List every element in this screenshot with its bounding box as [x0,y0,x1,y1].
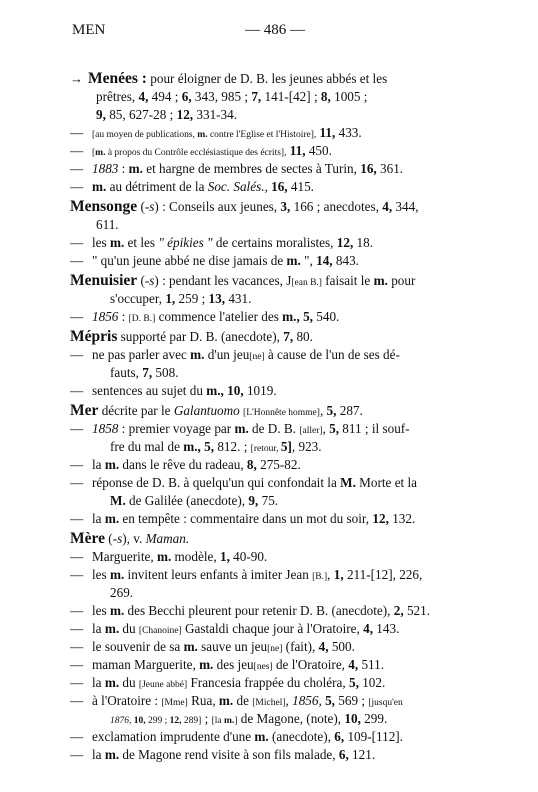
dash: — [70,253,84,268]
dash: — [70,383,84,398]
entry-menees-line-1: → Menées : pour éloigner de D. B. les jeunes abbés et les [70,70,388,87]
dash: — [70,457,84,472]
subentry-line: — Marguerite, m. modèle, 1, 40-90. [70,549,268,564]
arrow-right-icon: → [70,71,83,86]
dash: — [70,347,84,362]
dash: — [70,125,84,140]
header-guide-word: MEN [72,22,106,38]
subentry-continuation: 269. [110,585,134,600]
headword-mer: Mer [70,402,99,419]
subentry-continuation: M. de Galilée (anecdote), 9, 75. [110,493,279,508]
subentry-line: — les m. des Becchi pleurent pour retenir D. B. (anecdote), 2, 521. [70,603,431,618]
entry-menees-line-2: prêtres, 4, 494 ; 6, 343, 985 ; 7, 141-[42] ; 8, 1005 ; [96,89,368,104]
entry-menees-line-3: 9, 85, 627-28 ; 12, 331-34. [96,107,238,122]
dash: — [70,549,84,564]
subentry-line: — exclamation imprudente d'une m. (anecdote), 6, 109-[112]. [70,729,403,744]
subentry-line: — la m. de Magone rend visite à son fils malade, 6, 121. [70,747,376,762]
subentry-continuation: fre du mal de m., 5, 812. ; [retour, 5], 923. [110,439,322,454]
entry-mer-line-1: Mer décrite par le Galantuomo [L'Honnête homme], 5, 287. [70,402,363,419]
dash: — [70,421,84,436]
headword-mepris: Mépris [70,328,118,345]
dash: — [70,511,84,526]
dash: — [70,475,84,490]
header-page-number: — 486 — [245,22,305,38]
dash: — [70,729,84,744]
entry-menuisier-line-2: s'occuper, 1, 259 ; 13, 431. [110,291,252,306]
subentry-line: — 1883 : m. et hargne de membres de sectes à Turin, 16, 361. [70,161,404,176]
subentry-continuation: fauts, 7, 508. [110,365,179,380]
dash: — [70,621,84,636]
dash: — [70,567,84,582]
subentry-line: — à l'Oratoire : [Mme] Rua, m. de [Michel], 1856, 5, 569 ; [jusqu'en [70,693,403,708]
entry-mensonge-line-2: 611. [96,217,119,232]
dash: — [70,747,84,762]
headword-menees: Menées : [88,70,147,87]
subentry-line: — maman Marguerite, m. des jeu[nes] de l'Oratoire, 4, 511. [70,657,385,672]
subentry-line: — [au moyen de publications, m. contre l'Eglise et l'Histoire], 11, 433. [70,125,362,140]
dash: — [70,657,84,672]
page-header [72,22,478,42]
dash: — [70,161,84,176]
subentry-line: — [m. à propos du Contrôle ecclésiastique des écrits], 11, 450. [70,143,332,158]
dash: — [70,603,84,618]
subentry-line: — la m. du [Jeune abbé] Francesia frappée du choléra, 5, 102. [70,675,386,690]
subentry-line: — la m. du [Chanoine] Gastaldi chaque jour à l'Oratoire, 4, 143. [70,621,400,636]
dash: — [70,143,84,158]
headword-mensonge: Mensonge [70,198,138,215]
dash: — [70,675,84,690]
subentry-line: — 1858 : premier voyage par m. de D. B. [aller], 5, 811 ; il souf- [70,421,410,436]
subentry-line: — la m. dans le rêve du radeau, 8, 275-82. [70,457,301,472]
subentry-line: — " qu'un jeune abbé ne dise jamais de m. ", 14, 843. [70,253,359,268]
dash: — [70,693,84,708]
dash: — [70,179,84,194]
subentry-line: — sentences au sujet du m., 10, 1019. [70,383,277,398]
subentry-line: — m. au détriment de la Soc. Salés., 16, 415. [70,179,314,194]
dash: — [70,639,84,654]
subentry-line: — les m. invitent leurs enfants à imiter Jean [B.], 1, 211-[12], 226, [70,567,423,582]
dash: — [70,309,84,324]
dash: — [70,235,84,250]
subentry-line: — les m. et les " épikies " de certains moralistes, 12, 18. [70,235,374,250]
subentry-line: — le souvenir de sa m. sauve un jeu[ne] (fait), 4, 500. [70,639,355,654]
entry-mepris-line-1: Mépris supporté par D. B. (anecdote), 7, 80. [70,328,313,345]
subentry-line: — la m. en tempête : commentaire dans un mot du soir, 12, 132. [70,511,416,526]
subentry-line: — ne pas parler avec m. d'un jeu[ne] à cause de l'un de ses dé- [70,347,400,362]
entry-mere-line-1: Mère (-s), v. Maman. [70,530,190,547]
headword-mere: Mère [70,530,105,547]
subentry-line: — réponse de D. B. à quelqu'un qui confondait la M. Morte et la [70,475,418,490]
subentry-line: — 1856 : [D. B.] commence l'atelier des m., 5, 540. [70,309,340,324]
subentry-continuation: 1876, 10, 299 ; 12, 289] ; [la m.] de Magone, (note), 10, 299. [110,711,388,726]
entry-mensonge-line-1: Mensonge (-s) : Conseils aux jeunes, 3, 166 ; anecdotes, 4, 344, [70,198,419,215]
entry-menuisier-line-1: Menuisier (-s) : pendant les vacances, J[ean B.] faisait le m. pour [70,272,416,289]
index-entries [70,70,474,764]
headword-menuisier: Menuisier [70,272,138,289]
